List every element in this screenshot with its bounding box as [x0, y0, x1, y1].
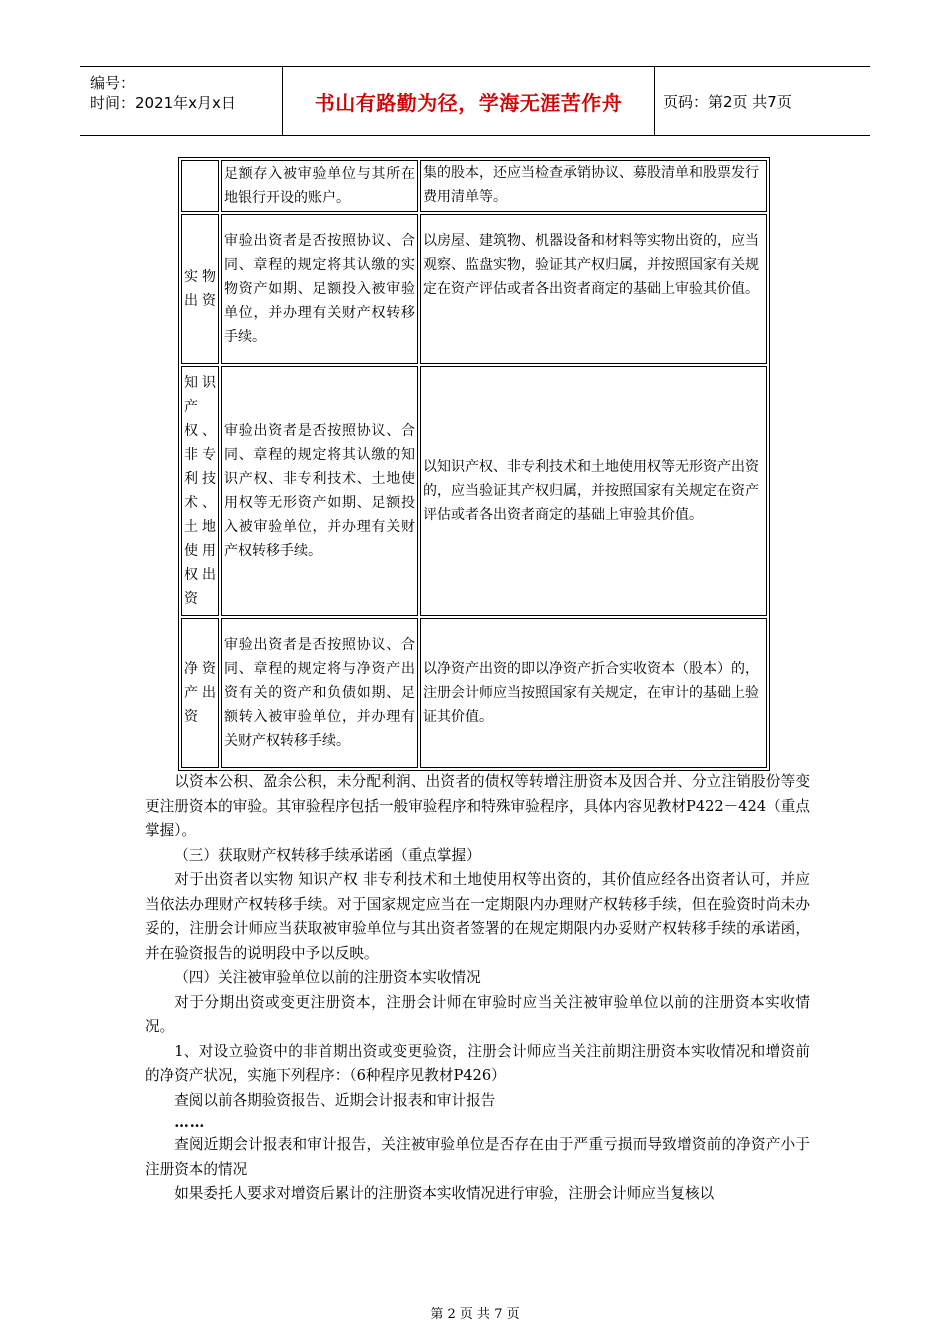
- table-row: [181, 366, 767, 616]
- paragraph: 查阅以前各期验资报告、近期会计报表和审计报告: [174, 1091, 496, 1109]
- contribution-type-cell: 知识产权、非专利技术、土地使用权出资: [181, 366, 219, 616]
- paragraph: 对于分期出资或变更注册资本，注册会计师在审验时应当关注被审验单位以前的注册资本实收情况。: [145, 993, 810, 1035]
- page-header: [80, 66, 870, 136]
- page-footer: 第 2 页 共 7 页: [430, 1307, 520, 1322]
- procedure-cell: 审验出资者是否按照协议、合同、章程的规定将其认缴的实物资产如期、足额投入被审验单位，并办理有关财产权转移手续。: [221, 214, 418, 364]
- section-heading: （四）关注被审验单位以前的注册资本实收情况: [174, 969, 481, 986]
- section-heading: （三）获取财产权转移手续承诺函（重点掌握）: [174, 846, 481, 864]
- paragraph: 以资本公积、盈余公积，未分配利润、出资者的债权等转增注册资本及因合并、分立注销股份等变更注册资本的审验。其审验程序包括一般审验程序和特殊审验程序，具体内容见教材P422－424（重点掌握）。: [145, 773, 810, 839]
- contribution-type-cell: 净资产出资: [181, 618, 219, 768]
- contribution-type-cell: 实物出资: [181, 214, 219, 364]
- header-motto: 书山有路勤为径，学海无涯苦作舟: [283, 67, 655, 135]
- header-meta: [80, 67, 283, 135]
- table-row: [181, 160, 767, 212]
- paragraph: 1、对设立验资中的非首期出资或变更验资，注册会计师应当关注前期注册资本实收情况和增资前的净资产状况，实施下列程序：（6种程序见教材P426）: [145, 1042, 810, 1084]
- document-body: [145, 770, 810, 1207]
- procedure-cell: 审验出资者是否按照协议、合同、章程的规定将与净资产出资有关的资产和负债如期、足额转入被审验单位，并办理有关财产权转移手续。: [221, 618, 418, 768]
- table-row: [181, 618, 767, 768]
- procedure-cell: 审验出资者是否按照协议、合同、章程的规定将其认缴的知识产权、非专利技术、土地使用权等无形资产如期、足额投入被审验单位，并办理有关财产权转移手续。: [221, 366, 418, 616]
- paragraph: 查阅近期会计报表和审计报告，关注被审验单位是否存在由于严重亏损而导致增资前的净资产小于注册资本的情况: [145, 1136, 810, 1178]
- contribution-type-cell: [181, 160, 219, 212]
- table-row: [181, 214, 767, 364]
- note-cell: 以净资产出资的即以净资产折合实收资本（股本）的，注册会计师应当按照国家有关规定，在审计的基础上验证其价值。: [420, 618, 767, 768]
- document-number-label: 编号：: [90, 74, 136, 92]
- paragraph: 如果委托人要求对增资后累计的注册资本实收情况进行审验，注册会计师应当复核以: [174, 1185, 715, 1202]
- note-cell: 以知识产权、非专利技术和土地使用权等无形资产出资的，应当验证其产权归属，并按照国家有关规定在资产评估或者各出资者商定的基础上审验其价值。: [420, 366, 767, 616]
- ellipsis: ……: [174, 1114, 206, 1131]
- capital-verification-table: [178, 157, 770, 771]
- document-date: 时间：2021年x月x日: [90, 94, 236, 112]
- note-cell: 以房屋、建筑物、机器设备和材料等实物出资的，应当观察、监盘实物，验证其产权归属，并按照国家有关规定在资产评估或者各出资者商定的基础上审验其价值。: [420, 214, 767, 364]
- procedure-cell: 足额存入被审验单位与其所在地银行开设的账户。: [221, 160, 418, 212]
- header-page-code: 页码：第2页 共7页: [663, 92, 792, 111]
- paragraph: 对于出资者以实物 知识产权 非专利技术和土地使用权等出资的，其价值应经各出资者认可，并应当依法办理财产权转移手续。对于国家规定应当在一定期限内办理财产权转移手续，但在验资时尚未办妥的，注册会计师应当获取被审验单位与其出资者签署的在规定期限内办妥财产权转移手续的承诺函，并在验资报告的说明段中予以反映。: [145, 871, 810, 962]
- note-cell: 集的股本，还应当检查承销协议、募股清单和股票发行费用清单等。: [420, 160, 767, 212]
